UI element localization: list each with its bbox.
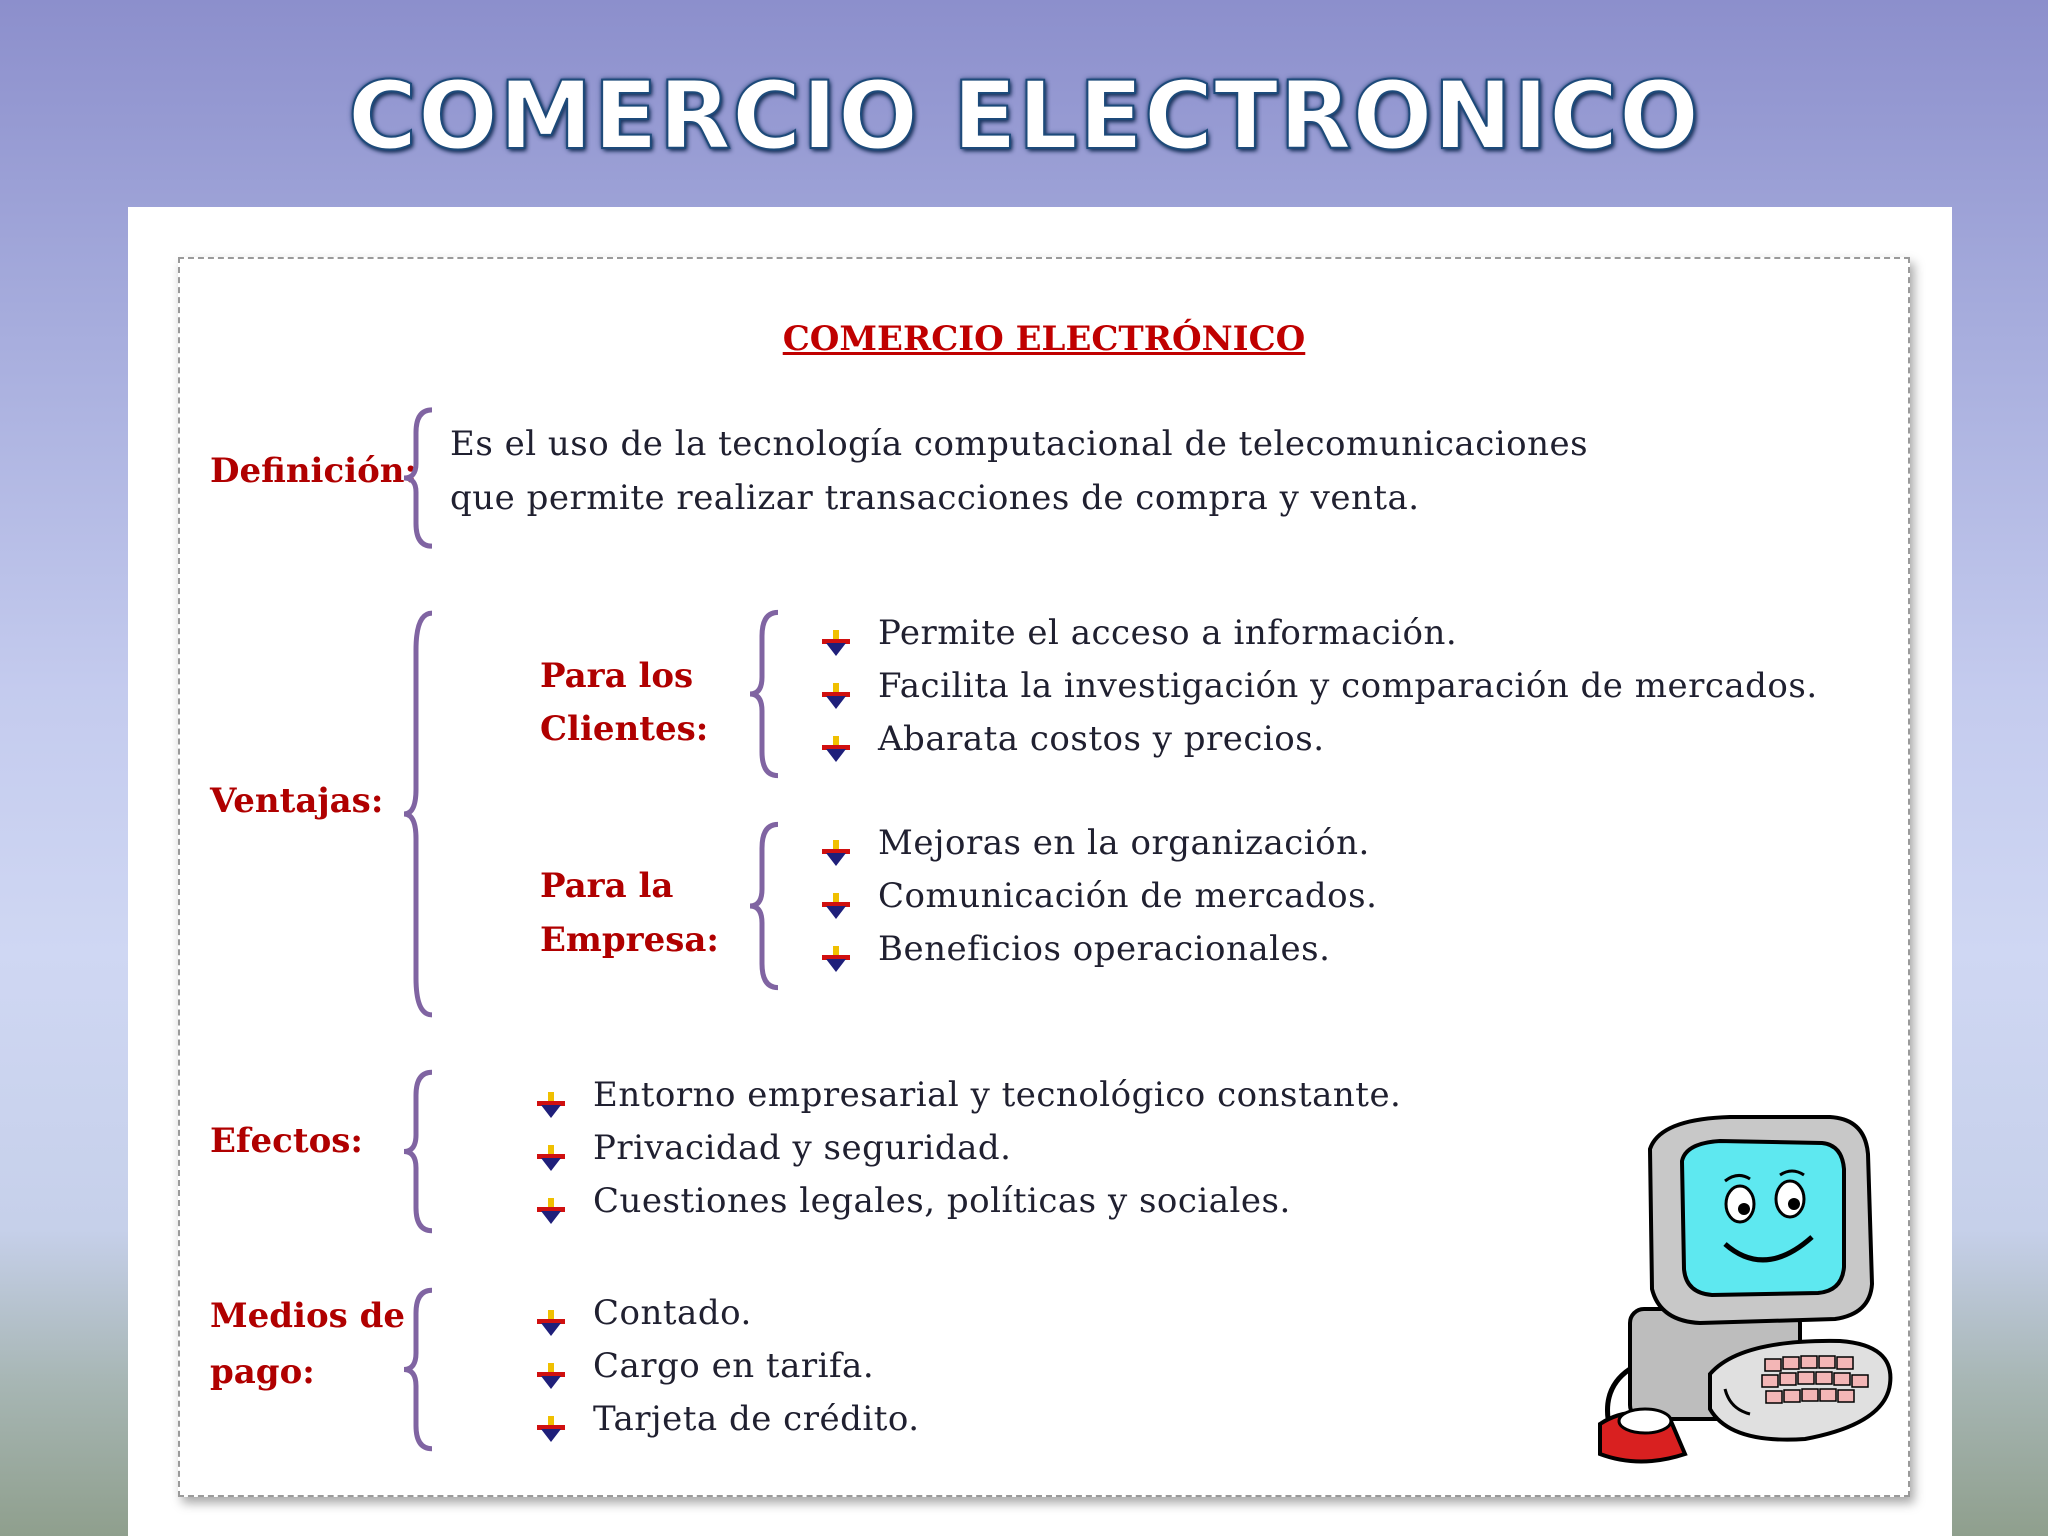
empresa-list bbox=[820, 817, 1377, 976]
efectos-list bbox=[535, 1069, 1401, 1228]
clientes-label-line1: Para los bbox=[540, 656, 694, 696]
arrow-down-icon bbox=[535, 1135, 567, 1163]
list-item: Mejoras en la organización. bbox=[820, 817, 1377, 870]
arrow-down-icon bbox=[535, 1353, 567, 1381]
slide-title: COMERCIO ELECTRONICO bbox=[348, 62, 1700, 171]
arrow-down-icon bbox=[535, 1300, 567, 1328]
list-item: Tarjeta de crédito. bbox=[535, 1393, 920, 1446]
definicion-text-line1: Es el uso de la tecnología computacional de telecomunicaciones bbox=[450, 424, 1589, 464]
arrow-down-icon bbox=[820, 830, 852, 858]
arrow-down-icon bbox=[820, 726, 852, 754]
clientes-list bbox=[820, 607, 1818, 766]
list-item: Contado. bbox=[535, 1287, 920, 1340]
definicion-label: Definición: bbox=[210, 451, 418, 491]
medios-pago-brace bbox=[400, 1287, 438, 1452]
list-item: Entorno empresarial y tecnológico constante. bbox=[535, 1069, 1401, 1122]
ventajas-brace bbox=[400, 609, 438, 1019]
arrow-down-icon bbox=[535, 1188, 567, 1216]
arrow-down-icon bbox=[820, 620, 852, 648]
list-item: Cuestiones legales, políticas y sociales. bbox=[535, 1175, 1401, 1228]
medios-pago-label-line1: Medios de bbox=[210, 1296, 406, 1336]
efectos-brace bbox=[400, 1069, 438, 1234]
list-item: Privacidad y seguridad. bbox=[535, 1122, 1401, 1175]
definicion-text-line2: que permite realizar transacciones de compra y venta. bbox=[450, 478, 1420, 518]
ventajas-label: Ventajas: bbox=[210, 781, 384, 821]
arrow-down-icon bbox=[535, 1406, 567, 1434]
list-item: Comunicación de mercados. bbox=[820, 870, 1377, 923]
list-item: Beneficios operacionales. bbox=[820, 923, 1377, 976]
empresa-brace bbox=[746, 821, 784, 991]
medios-pago-list bbox=[535, 1287, 920, 1446]
arrow-down-icon bbox=[535, 1082, 567, 1110]
smiling-computer-icon bbox=[1590, 1109, 1910, 1469]
arrow-down-icon bbox=[820, 936, 852, 964]
document-title: COMERCIO ELECTRÓNICO bbox=[782, 319, 1306, 359]
list-item: Permite el acceso a información. bbox=[820, 607, 1818, 660]
arrow-down-icon bbox=[820, 673, 852, 701]
arrow-down-icon bbox=[820, 883, 852, 911]
list-item: Cargo en tarifa. bbox=[535, 1340, 920, 1393]
clientes-brace bbox=[746, 609, 784, 779]
empresa-label-line1: Para la bbox=[540, 866, 674, 906]
medios-pago-label-line2: pago: bbox=[210, 1352, 315, 1392]
efectos-label: Efectos: bbox=[210, 1121, 363, 1161]
document-paper bbox=[178, 257, 1910, 1497]
list-item: Abarata costos y precios. bbox=[820, 713, 1818, 766]
definicion-brace bbox=[400, 407, 438, 549]
clientes-label-line2: Clientes: bbox=[540, 709, 709, 749]
empresa-label-line2: Empresa: bbox=[540, 920, 719, 960]
content-panel bbox=[128, 207, 1952, 1536]
list-item: Facilita la investigación y comparación de mercados. bbox=[820, 660, 1818, 713]
